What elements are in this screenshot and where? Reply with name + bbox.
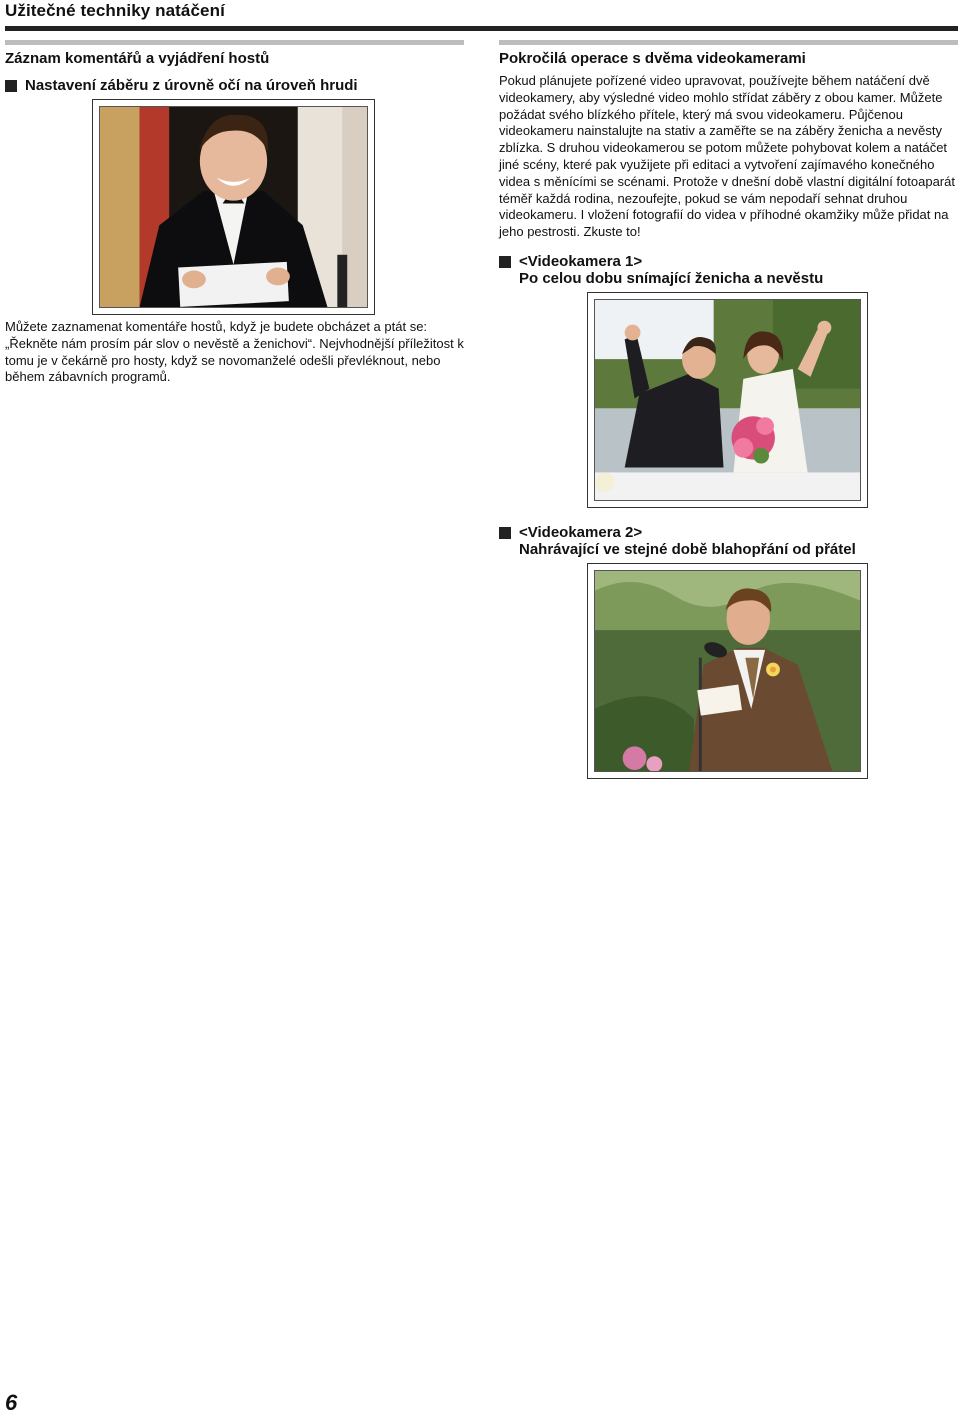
bullet-square-icon bbox=[499, 256, 511, 268]
photo-bride-and-groom-image bbox=[594, 299, 861, 501]
section-title-comments: Záznam komentářů a vyjádření hostů bbox=[5, 50, 270, 67]
right-column bbox=[499, 40, 958, 241]
section-divider bbox=[5, 40, 464, 45]
camera-2-label: <Videokamera 2> bbox=[519, 524, 643, 541]
page-title: Užitečné techniky natáčení bbox=[5, 1, 225, 20]
page-header bbox=[5, 0, 958, 31]
subheading-camera-1 bbox=[499, 253, 958, 287]
camera-1-label: <Videokamera 1> bbox=[519, 253, 643, 270]
paragraph-comments: Můžete zaznamenat komentáře hostů, když je budete obcházet a ptát se: „Řekněte nám prosím pár slov o nevěstě a ženichovi“. Nejvhodnější příležitost k tomu je v čekárně pro hosty, když se novomanželé odešli převléknout, nebo během zábavních programů. bbox=[5, 319, 464, 385]
camera-2-description: Nahrávající ve stejné době blahopřání od přátel bbox=[519, 541, 856, 558]
section-divider bbox=[499, 40, 958, 45]
bullet-square-icon bbox=[5, 80, 17, 92]
camera-1-description: Po celou dobu snímající ženicha a nevěstu bbox=[519, 270, 824, 287]
subheading-camera-2 bbox=[499, 524, 958, 558]
paragraph-two-cameras: Pokud plánujete pořízené video upravovat, používejte během natáčení dvě videokamery, aby výsledné video mohlo střídat záběry z obou kamer. Můžete požádat svého blízkého přítele, který má svou videokameru. Půjčenou videokameru nainstalujte na stativ a zaměřte se na záběry ženicha a nevěsty zblízka. S druhou videokamerou se potom můžete pohybovat kolem a natáčet jiné scény, které pak využijete při editaci a vytvoření zajímavého konečného videa s měnícími se scénami. Protože v dnešní době vlastní digitální fotoaparát téměř každá rodina, nezoufejte, pokud se vám nepodaří sehnat druhou videokameru. I vložení fotografií do videa v příhodné okamžiky může přidat na jeho pestrosti. Zkuste to! bbox=[499, 73, 955, 240]
photo-groom-reading-speech bbox=[92, 99, 375, 315]
bullet-square-icon bbox=[499, 527, 511, 539]
page-number: 6 bbox=[5, 1390, 18, 1415]
subheading-framing-text: Nastavení záběru z úrovně očí na úroveň hrudi bbox=[25, 77, 358, 94]
subheading-framing bbox=[5, 77, 464, 94]
section-title-two-cameras: Pokročilá operace s dvěma videokamerami bbox=[499, 50, 806, 67]
left-column bbox=[5, 40, 464, 94]
photo-friend-speech-image bbox=[594, 570, 861, 772]
photo-friend-giving-speech bbox=[587, 563, 868, 779]
photo-groom-reading-speech-image bbox=[99, 106, 368, 308]
photo-bride-and-groom-celebrating bbox=[587, 292, 868, 508]
